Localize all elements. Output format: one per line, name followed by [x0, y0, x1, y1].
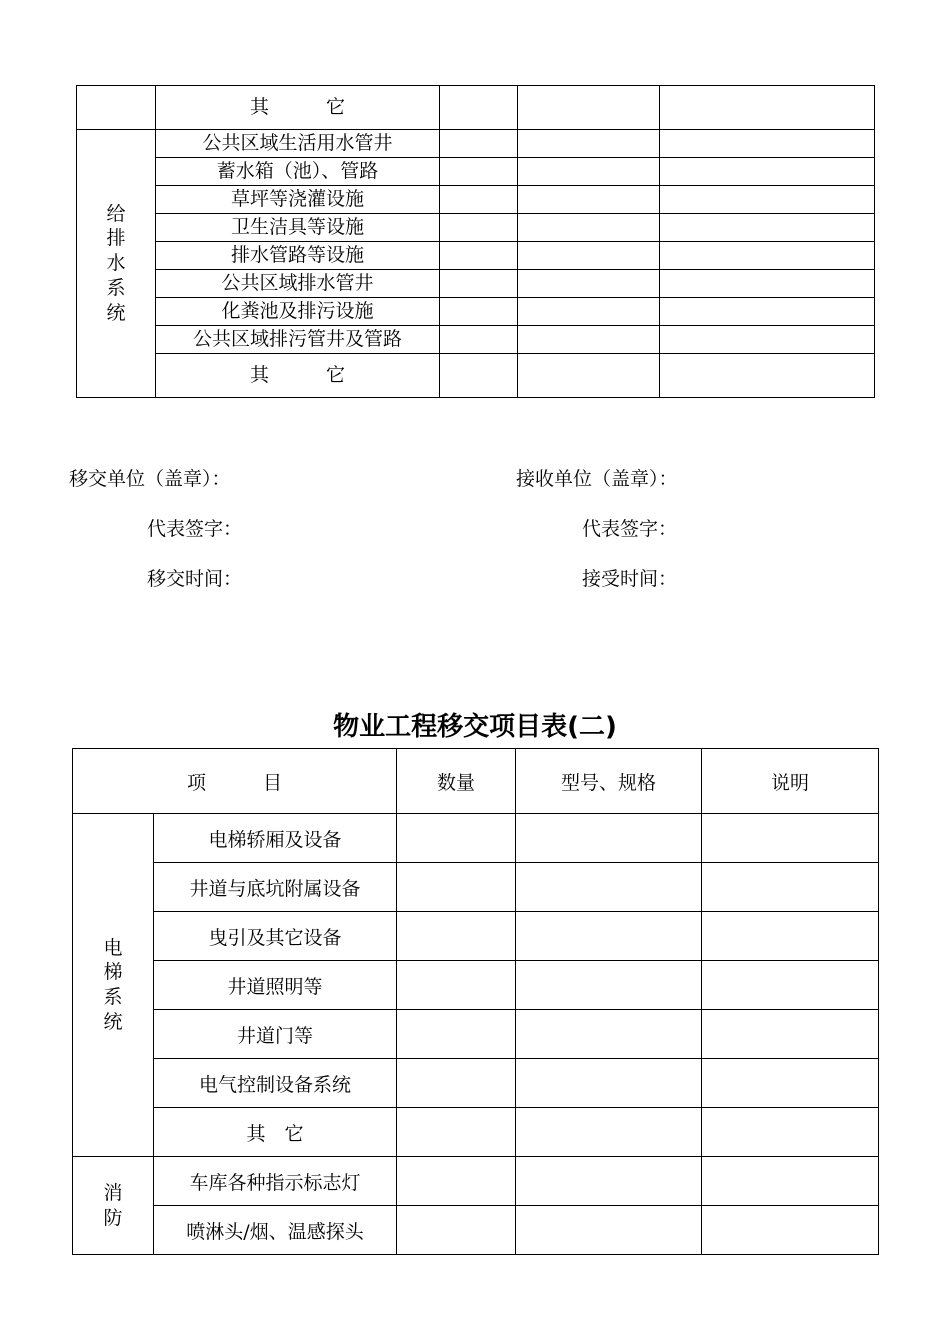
item-cell: 喷淋头/烟、温感探头	[154, 1206, 397, 1255]
note-cell	[660, 86, 875, 130]
table-row	[73, 863, 879, 912]
rep-sign-right-label: 代表签字：	[582, 518, 678, 540]
table-row	[77, 298, 875, 326]
table-row	[77, 270, 875, 298]
note-cell	[702, 961, 879, 1010]
table-row	[73, 1206, 879, 1255]
header-quantity: 数量	[397, 749, 516, 814]
quantity-cell	[440, 354, 518, 398]
table-row	[73, 1157, 879, 1206]
note-cell	[660, 242, 875, 270]
note-cell	[702, 1059, 879, 1108]
header-row	[73, 749, 879, 814]
note-cell	[660, 186, 875, 214]
item-cell: 井道照明等	[154, 961, 397, 1010]
quantity-cell	[397, 1108, 516, 1157]
model-cell	[518, 86, 660, 130]
header-model: 型号、规格	[516, 749, 702, 814]
model-cell	[518, 354, 660, 398]
model-cell	[518, 326, 660, 354]
model-cell	[518, 270, 660, 298]
item-cell: 井道门等	[154, 1010, 397, 1059]
header-item: 项 目	[73, 749, 397, 814]
quantity-cell	[440, 86, 518, 130]
quantity-cell	[440, 326, 518, 354]
item-cell: 电梯轿厢及设备	[154, 814, 397, 863]
receive-time-label: 接受时间：	[582, 568, 678, 590]
model-cell	[516, 1157, 702, 1206]
table-row	[73, 1108, 879, 1157]
table-row	[73, 961, 879, 1010]
note-cell	[702, 1157, 879, 1206]
item-cell: 其 它	[154, 1108, 397, 1157]
table-row	[77, 130, 875, 158]
item-cell: 车库各种指示标志灯	[154, 1157, 397, 1206]
quantity-cell	[440, 242, 518, 270]
quantity-cell	[397, 1206, 516, 1255]
quantity-cell	[440, 270, 518, 298]
note-cell	[660, 158, 875, 186]
rep-sign-left-label: 代表签字：	[147, 518, 243, 540]
category-cell	[73, 1157, 154, 1255]
table-row	[77, 186, 875, 214]
item-cell: 化粪池及排污设施	[156, 298, 440, 326]
note-cell	[702, 1108, 879, 1157]
model-cell	[518, 214, 660, 242]
model-cell	[518, 298, 660, 326]
item-cell: 蓄水箱（池）、管路	[156, 158, 440, 186]
receive-unit-label: 接收单位（盖章）：	[516, 468, 678, 490]
note-cell	[702, 1206, 879, 1255]
table-row	[77, 354, 875, 398]
quantity-cell	[440, 130, 518, 158]
table-row	[77, 158, 875, 186]
note-cell	[660, 298, 875, 326]
table-row	[77, 242, 875, 270]
model-cell	[518, 130, 660, 158]
water-system-label: 给排水系统	[106, 202, 126, 324]
model-cell	[516, 863, 702, 912]
category-cell	[77, 130, 156, 398]
item-cell: 曳引及其它设备	[154, 912, 397, 961]
quantity-cell	[440, 298, 518, 326]
model-cell	[518, 186, 660, 214]
model-cell	[516, 1206, 702, 1255]
model-cell	[516, 961, 702, 1010]
note-cell	[702, 814, 879, 863]
table-row	[73, 1059, 879, 1108]
note-cell	[660, 270, 875, 298]
note-cell	[702, 863, 879, 912]
quantity-cell	[397, 1059, 516, 1108]
hand-over-time-label: 移交时间：	[147, 568, 243, 590]
model-cell	[516, 1108, 702, 1157]
table-row	[77, 86, 875, 130]
quantity-cell	[397, 961, 516, 1010]
table-row	[77, 326, 875, 354]
table-row	[73, 912, 879, 961]
note-cell	[660, 214, 875, 242]
fire-system-label: 消防	[103, 1181, 123, 1229]
table-row	[73, 1010, 879, 1059]
item-cell: 排水管路等设施	[156, 242, 440, 270]
table-row	[73, 814, 879, 863]
hand-over-unit-label: 移交单位（盖章）：	[69, 468, 231, 490]
water-system-table	[76, 85, 875, 398]
note-cell	[660, 326, 875, 354]
category-cell	[77, 86, 156, 130]
item-cell: 其 它	[156, 86, 440, 130]
note-cell	[660, 354, 875, 398]
quantity-cell	[440, 158, 518, 186]
model-cell	[516, 814, 702, 863]
item-cell: 公共区域生活用水管井	[156, 130, 440, 158]
handover-items-table	[72, 748, 879, 1255]
note-cell	[702, 1010, 879, 1059]
item-cell: 其 它	[156, 354, 440, 398]
item-cell: 草坪等浇灌设施	[156, 186, 440, 214]
quantity-cell	[397, 912, 516, 961]
model-cell	[518, 158, 660, 186]
model-cell	[516, 912, 702, 961]
item-cell: 电气控制设备系统	[154, 1059, 397, 1108]
model-cell	[516, 1010, 702, 1059]
quantity-cell	[440, 186, 518, 214]
header-note: 说明	[702, 749, 879, 814]
table2-title: 物业工程移交项目表(二)	[333, 712, 617, 742]
model-cell	[518, 242, 660, 270]
category-cell	[73, 814, 154, 1157]
note-cell	[660, 130, 875, 158]
item-cell: 井道与底坑附属设备	[154, 863, 397, 912]
quantity-cell	[397, 1157, 516, 1206]
quantity-cell	[397, 1010, 516, 1059]
quantity-cell	[440, 214, 518, 242]
item-cell: 公共区域排水管井	[156, 270, 440, 298]
elevator-system-label: 电梯系统	[103, 936, 123, 1033]
quantity-cell	[397, 863, 516, 912]
item-cell: 公共区域排污管井及管路	[156, 326, 440, 354]
item-cell: 卫生洁具等设施	[156, 214, 440, 242]
note-cell	[702, 912, 879, 961]
table-row	[77, 214, 875, 242]
model-cell	[516, 1059, 702, 1108]
quantity-cell	[397, 814, 516, 863]
